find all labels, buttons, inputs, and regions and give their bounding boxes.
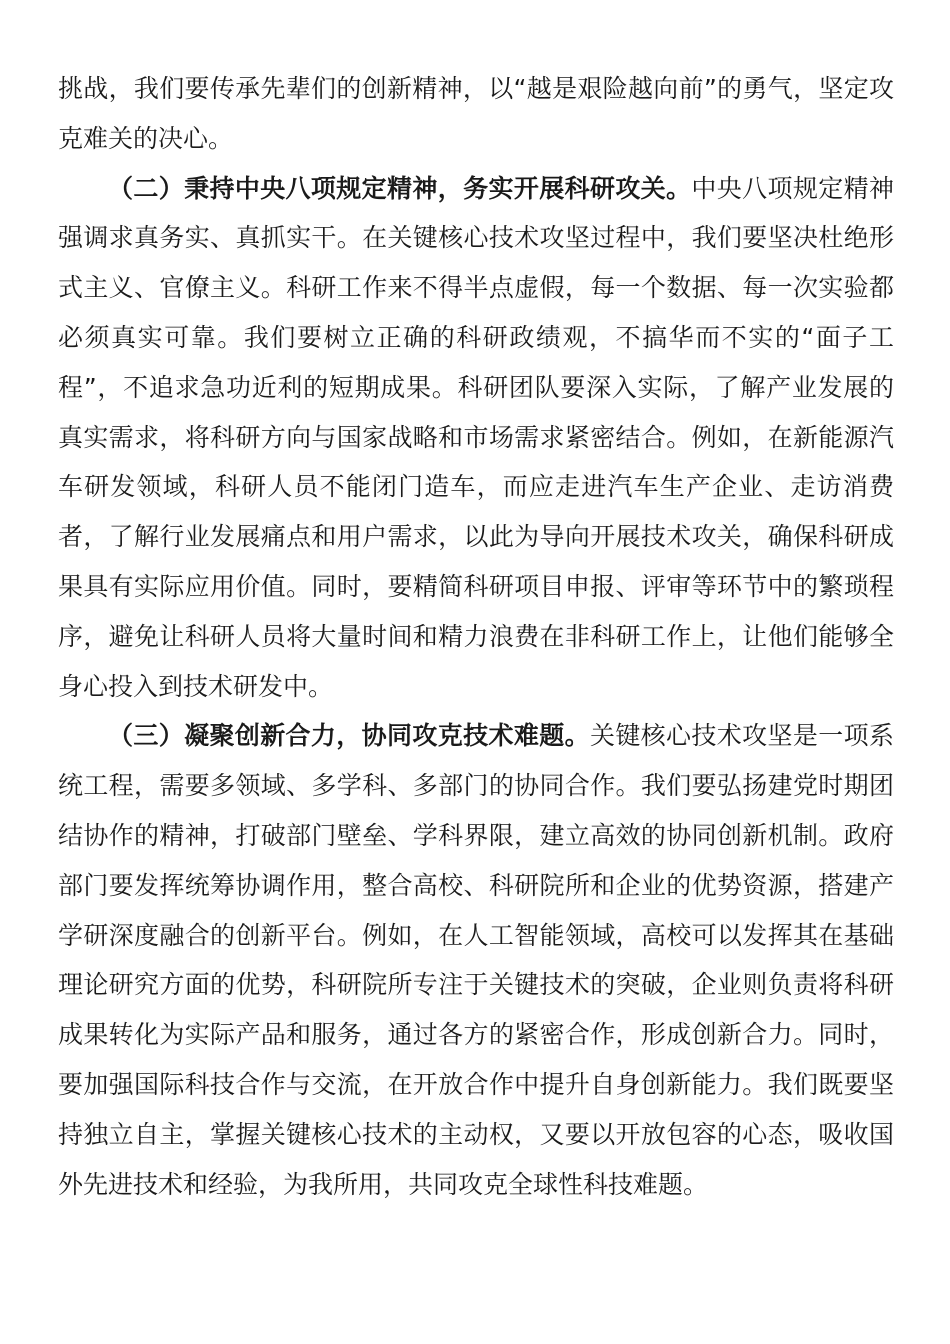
paragraph-section-2 (58, 164, 894, 712)
paragraph-body: 关键核心技术攻坚是一项系统工程，需要多领域、多学科、多部门的协同合作。我们要弘扬建党时期团结协作的精神，打破部门壁垒、学科界限，建立高效的协同创新机制。政府部门要发挥统筹协调作用，整合高校、科研院所和企业的优势资源，搭建产学研深度融合的创新平台。例如，在人工智能领域，高校可以发挥其在基础理论研究方面的优势，科研院所专注于关键技术的突破，企业则负责将科研成果转化为实际产品和服务，通过各方的紧密合作，形成创新合力。同时，要加强国际科技合作与交流，在开放合作中提升自身创新能力。我们既要坚持独立自主，掌握关键核心技术的主动权，又要以开放包容的心态，吸收国外先进技术和经验，为我所用，共同攻克全球性科技难题。 (58, 721, 894, 1199)
paragraph-continuation (58, 64, 894, 164)
paragraph-section-3 (58, 711, 894, 1209)
document-page (58, 64, 894, 1209)
paragraph-body: 挑战，我们要传承先辈们的创新精神，以“越是艰险越向前”的勇气，坚定攻克难关的决心。 (58, 74, 894, 153)
paragraph-body: 中央八项规定精神强调求真务实、真抓实干。在关键核心技术攻坚过程中，我们要坚决杜绝形式主义、官僚主义。科研工作来不得半点虚假，每一个数据、每一次实验都必须真实可靠。我们要树立正确的科研政绩观，不搞华而不实的“面子工程”，不追求急功近利的短期成果。科研团队要深入实际，了解产业发展的真实需求，将科研方向与国家战略和市场需求紧密结合。例如，在新能源汽车研发领域，科研人员不能闭门造车，而应走进汽车生产企业、走访消费者，了解行业发展痛点和用户需求，以此为导向开展技术攻关，确保科研成果具有实际应用价值。同时，要精简科研项目申报、评审等环节中的繁琐程序，避免让科研人员将大量时间和精力浪费在非科研工作上，让他们能够全身心投入到技术研发中。 (58, 173, 894, 701)
section-heading: （二）秉持中央八项规定精神，务实开展科研攻关。 (108, 173, 692, 203)
section-heading: （三）凝聚创新合力，协同攻克技术难题。 (108, 721, 590, 751)
